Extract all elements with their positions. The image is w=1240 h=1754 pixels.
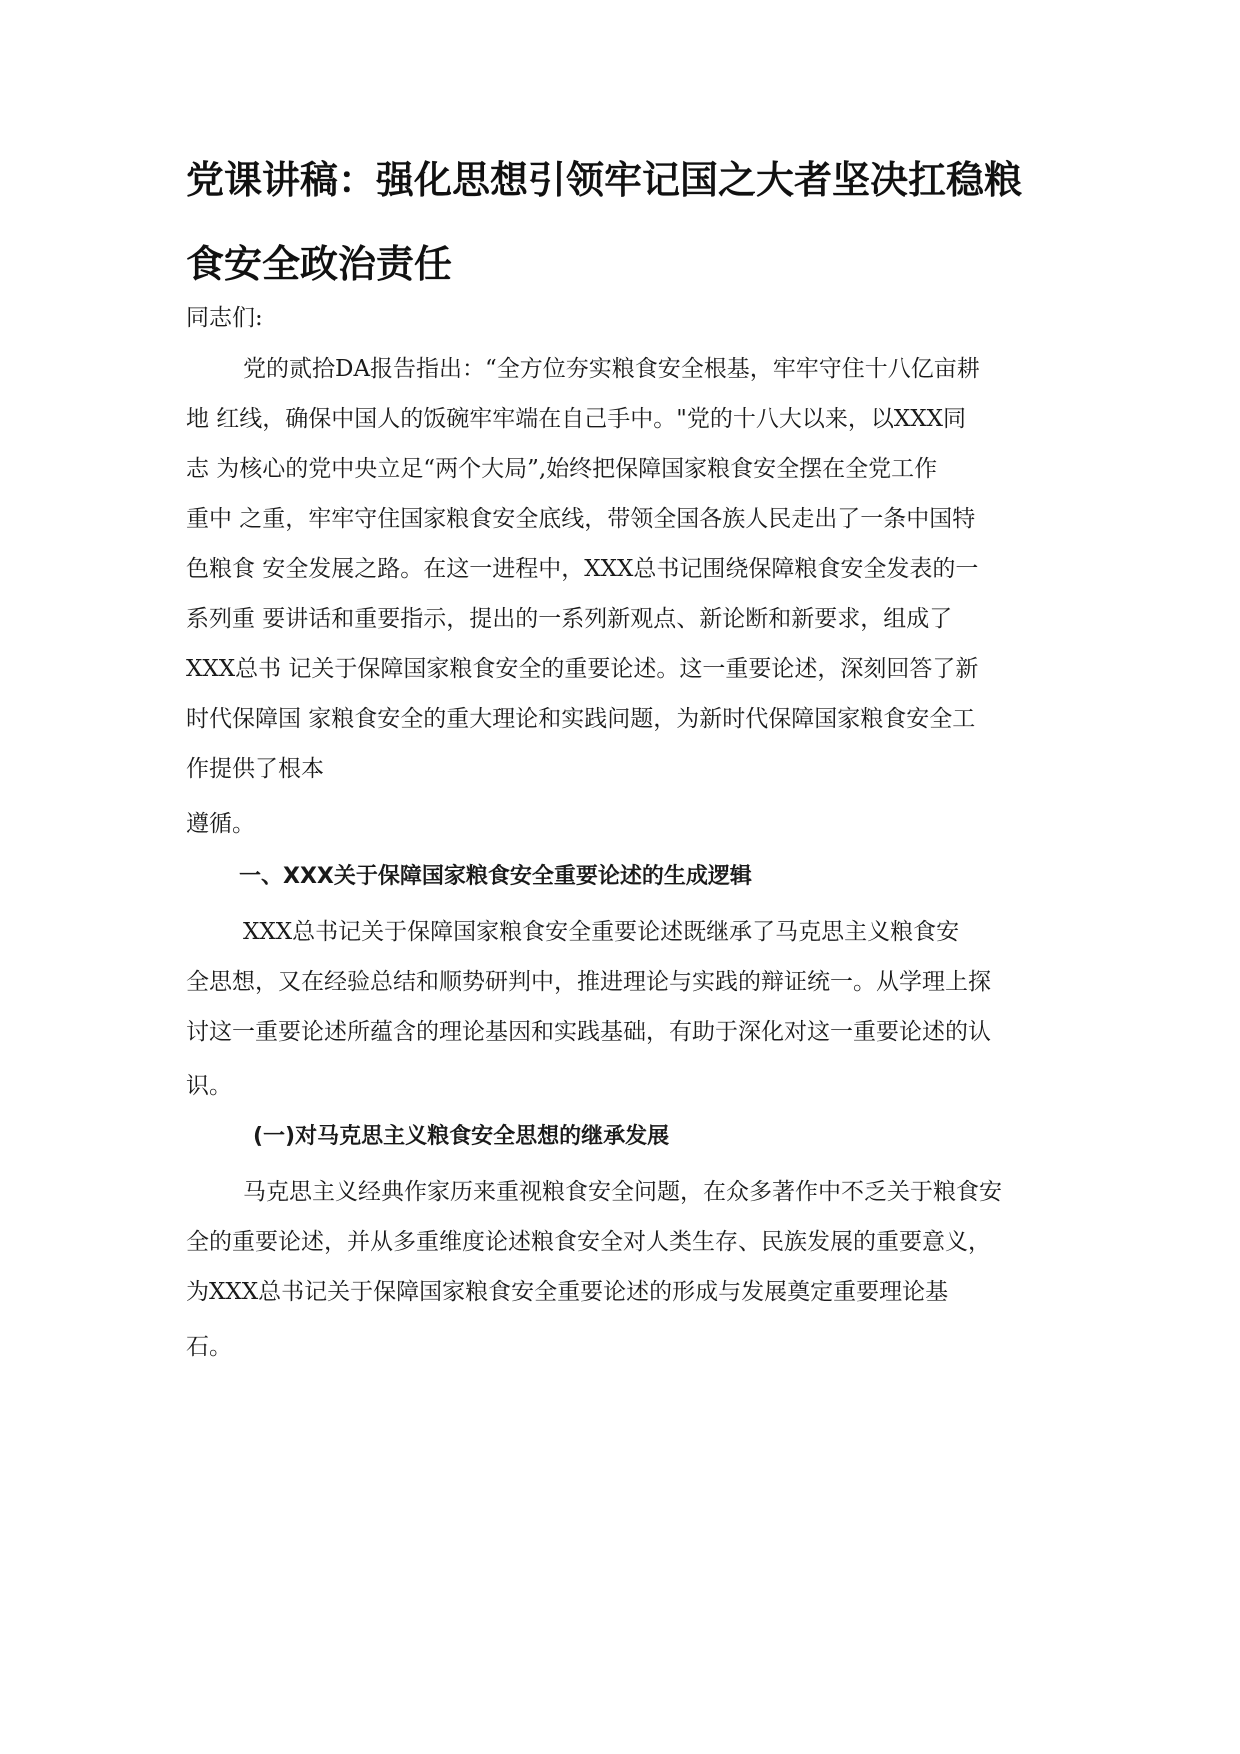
paragraph-1-line: 重中 之重，牢牢守住国家粮食安全底线，带领全国各族人民走出了一条中国特 [186,506,976,532]
paragraph-1-line: XXX总书 记关于保障国家粮食安全的重要论述。这一重要论述，深刻回答了新 [186,656,979,682]
subsection-heading-1: (一)对马克思主义粮食安全思想的继承发展 [253,1124,670,1149]
paragraph-3-line: 全的重要论述，并从多重维度论述粮食安全对人类生存、民族发展的重要意义， [186,1229,991,1255]
section-heading-1: 一、XXX关于保障国家粮食安全重要论述的生成逻辑 [239,864,752,889]
paragraph-2-line: 讨这一重要论述所蕴含的理论基因和实践基础，有助于深化对这一重要论述的认 [186,1019,991,1045]
paragraph-1-line: 党的贰拾DA报告指出：“全方位夯实粮食安全根基，牢牢守住十八亿亩耕 [243,356,980,382]
paragraph-2-line: XXX总书记关于保障国家粮食安全重要论述既继承了马克思主义粮食安 [243,919,960,945]
document-title-line-2: 食安全政治责任 [186,242,453,286]
paragraph-1-line: 色粮食 安全发展之路。在这一进程中，XXX总书记围绕保障粮食安全发表的一 [186,556,979,582]
paragraph-2-line: 识。 [186,1073,232,1099]
paragraph-3-line: 石。 [186,1334,232,1360]
salutation: 同志们: [186,305,263,331]
document-title-line-1: 党课讲稿：强化思想引领牢记国之大者坚决扛稳粮 [186,158,1023,202]
paragraph-1-line: 遵循。 [186,811,255,837]
paragraph-1-line: 系列重 要讲话和重要指示，提出的一系列新观点、新论断和新要求，组成了 [186,606,953,632]
paragraph-1-line: 地 红线，确保中国人的饭碗牢牢端在自己手中。"党的十八大以来，以XXX同 [186,406,967,432]
paragraph-3-line: 马克思主义经典作家历来重视粮食安全问题，在众多著作中不乏关于粮食安 [243,1179,1002,1205]
paragraph-1-line: 时代保障国 家粮食安全的重大理论和实践问题，为新时代保障国家粮食安全工 [186,706,976,732]
paragraph-3-line: 为XXX总书记关于保障国家粮食安全重要论述的形成与发展奠定重要理论基 [186,1279,949,1305]
paragraph-2-line: 全思想，又在经验总结和顺势研判中，推进理论与实践的辩证统一。从学理上探 [186,969,991,995]
paragraph-1-line: 志 为核心的党中央立足“两个大局”,始终把保障国家粮食安全摆在全党工作 [186,456,938,482]
paragraph-1-line: 作提供了根本 [186,756,324,782]
